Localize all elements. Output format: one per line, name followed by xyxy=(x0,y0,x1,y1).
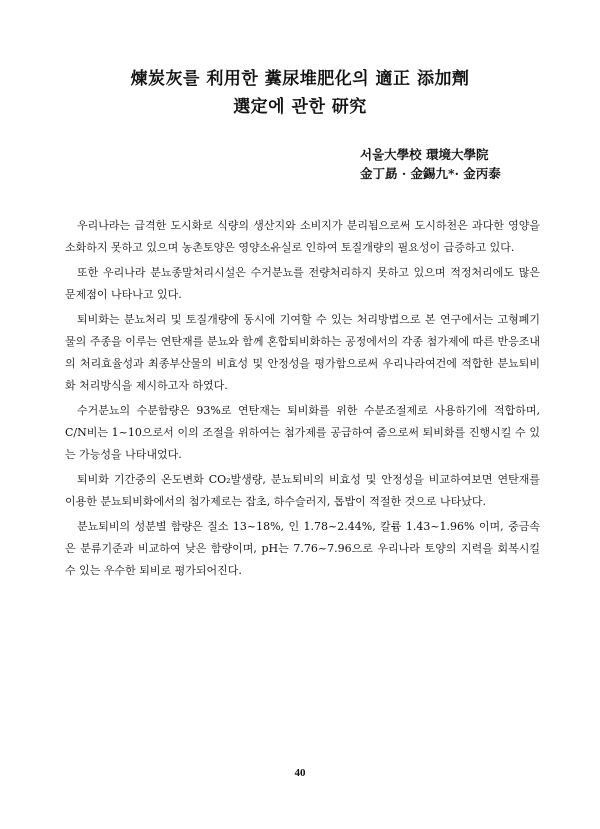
paragraph-2: 또한 우리나라 분뇨종말처리시설은 수거분뇨를 전량처리하지 못하고 있으며 적정처리에도 많은 문제점이 나타나고 있다. xyxy=(65,266,540,301)
paper-title-line-1: 煉炭灰를 利用한 糞尿堆肥化의 適正 添加劑 xyxy=(130,69,470,89)
author-names: 金丁勗 · 金錫九*· 金丙泰 xyxy=(360,166,501,181)
paragraph-4: 수거분뇨의 수분함량은 93%로 연탄재는 퇴비화를 위한 수분조절제로 사용하기에 적합하며, C/N비는 1~10으로서 이의 조절을 위하여는 첨가제를 공급하여 줌으로써 퇴비화를 진행시킬 수 있는 가능성을 나타내었다. xyxy=(65,404,540,461)
page-number: 40 xyxy=(294,767,306,779)
paragraph-1: 우리나라는 급격한 도시화로 식량의 생산지와 소비지가 분리됨으로써 도시하천은 과다한 영양을 소화하지 못하고 있으며 농촌토양은 영양소유실로 인하여 토질개량의 필요성이 급증하고 있다. xyxy=(65,219,540,254)
abstract-body xyxy=(65,215,540,585)
author-affiliation: 서울大學校 環境大學院 xyxy=(360,147,489,162)
paper-title-line-2: 選定에 관한 研究 xyxy=(233,97,367,117)
paragraph-3: 퇴비화는 분뇨처리 및 토질개량에 동시에 기여할 수 있는 처리방법으로 본 연구에서는 고형폐기물의 주종을 이루는 연탄재를 분뇨와 함께 혼합퇴비화하는 공정에서의 각종 첨가제에 따른 반응조내의 처리효율성과 최종부산물의 비효성 및 안정성을 평가함으로써 우리나라여건에 적합한 분뇨퇴비화 처리방식을 제시하고자 하였다. xyxy=(65,313,540,392)
paragraph-5: 퇴비화 기간중의 온도변화 CO₂발생량, 분뇨퇴비의 비효성 및 안정성을 비교하여보면 연탄재를 이용한 분뇨퇴비화에서의 첨가제로는 잡초, 하수슬러지, 톱밥이 적절한 것으로 나타났다. xyxy=(65,473,540,508)
paragraph-6: 분뇨퇴비의 성분별 함량은 질소 13~18%, 인 1.78~2.44%, 칼륨 1.43~1.96% 이며, 중금속은 분류기준과 비교하여 낮은 함량이며, pH는 7.76~7.96으로 우리나라 토양의 지력을 회복시킬 수 있는 우수한 퇴비로 평가되어진다. xyxy=(65,520,540,577)
